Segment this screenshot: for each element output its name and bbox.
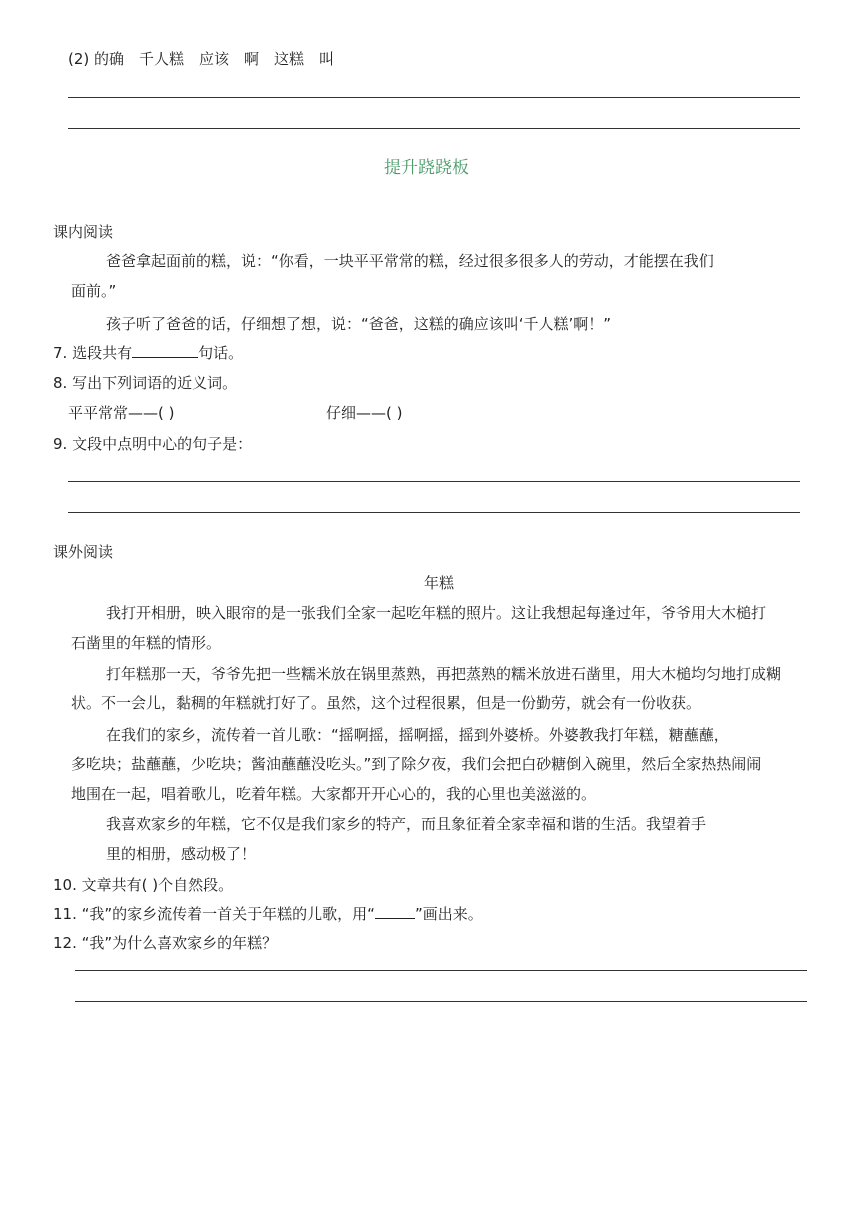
question-8-item: 平平常常——( ) bbox=[68, 404, 175, 422]
article-paragraph: 多吃块；盐蘸蘸，少吃块；酱油蘸蘸没吃头。”到了除夕夜，我们会把白砂糖倒入碗里，然后全家热热闹闹 bbox=[71, 755, 762, 773]
article-paragraph: 我打开相册，映入眼帘的是一张我们全家一起吃年糕的照片。这让我想起每逢过年，爷爷用大木槌打 bbox=[106, 604, 767, 622]
passage-paragraph: 孩子听了爸爸的话，仔细想了想，说：“爸爸，这糕的确应该叫‘千人糕’啊！” bbox=[106, 315, 612, 333]
fill-blank[interactable] bbox=[132, 343, 198, 358]
question-8-item: 仔细——( ) bbox=[326, 404, 403, 422]
question-11-text: ”画出来。 bbox=[414, 905, 483, 923]
question-7-text: 7. 选段共有 bbox=[53, 344, 133, 362]
answer-line bbox=[75, 1001, 807, 1002]
answer-line bbox=[68, 512, 800, 513]
answer-line bbox=[75, 970, 807, 971]
article-paragraph: 里的相册，感动极了！ bbox=[106, 845, 257, 863]
underline-sample bbox=[375, 904, 415, 919]
article-title: 年糕 bbox=[424, 574, 455, 592]
answer-line bbox=[68, 481, 800, 482]
question-7-text: 句话。 bbox=[198, 344, 244, 362]
article-paragraph: 地围在一起，唱着歌儿，吃着年糕。大家都开开心心的，我的心里也美滋滋的。 bbox=[71, 785, 597, 803]
question-12: 12. “我”为什么喜欢家乡的年糕？ bbox=[53, 934, 278, 952]
in-class-reading-heading: 课内阅读 bbox=[53, 223, 114, 241]
previous-question-line: (2) 的确 千人糕 应该 啊 这糕 叫 bbox=[68, 50, 335, 68]
passage-paragraph: 面前。” bbox=[71, 282, 117, 300]
question-8: 8. 写出下列词语的近义词。 bbox=[53, 374, 238, 392]
section-title: 提升跷跷板 bbox=[384, 158, 469, 178]
question-7 bbox=[53, 343, 243, 363]
article-paragraph: 打年糕那一天，爷爷先把一些糯米放在锅里蒸熟，再把蒸熟的糯米放进石凿里，用大木槌均匀地打成糊 bbox=[106, 665, 782, 683]
question-11-text: 11. “我”的家乡流传着一首关于年糕的儿歌，用“ bbox=[53, 905, 375, 923]
answer-line bbox=[68, 128, 800, 129]
question-11 bbox=[53, 904, 483, 924]
article-paragraph: 我喜欢家乡的年糕，它不仅是我们家乡的特产，而且象征着全家幸福和谐的生活。我望着手 bbox=[106, 815, 707, 833]
out-class-reading-heading: 课外阅读 bbox=[53, 543, 114, 561]
article-paragraph: 石凿里的年糕的情形。 bbox=[71, 634, 222, 652]
answer-line bbox=[68, 97, 800, 98]
article-paragraph: 状。不一会儿，黏稠的年糕就打好了。虽然，这个过程很累，但是一份勤劳，就会有一份收获。 bbox=[71, 694, 702, 712]
question-10: 10. 文章共有( )个自然段。 bbox=[53, 876, 234, 894]
question-9: 9. 文段中点明中心的句子是： bbox=[53, 435, 253, 453]
article-paragraph: 在我们的家乡，流传着一首儿歌：“摇啊摇，摇啊摇，摇到外婆桥。外婆教我打年糕，糖蘸蘸， bbox=[106, 726, 729, 744]
passage-paragraph: 爸爸拿起面前的糕，说：“你看，一块平平常常的糕，经过很多很多人的劳动，才能摆在我们 bbox=[106, 252, 714, 270]
